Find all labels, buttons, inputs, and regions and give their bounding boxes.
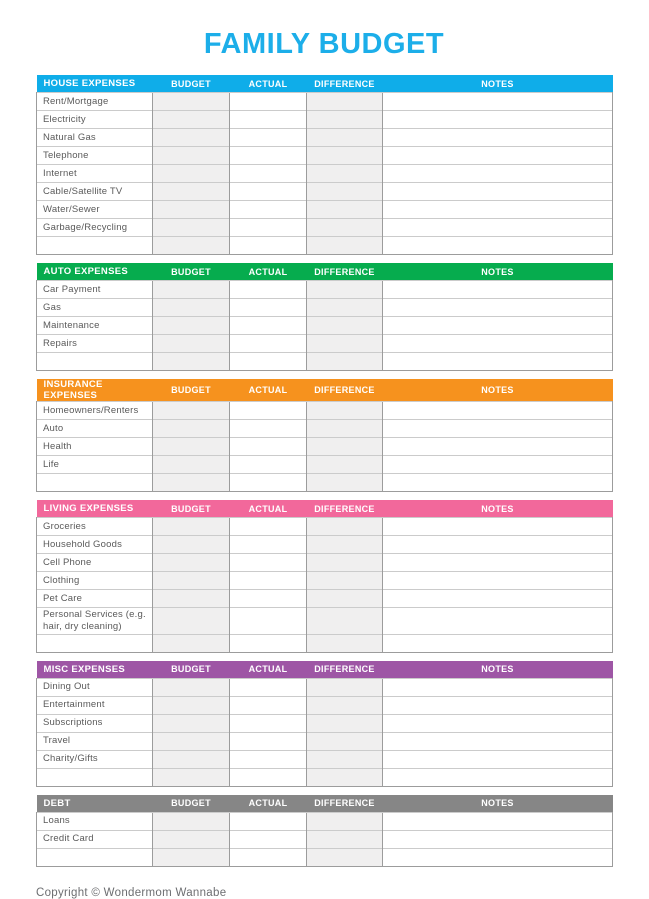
section-header-row [37, 500, 613, 518]
expense-row [37, 299, 613, 317]
row-label [37, 237, 153, 255]
actual-cell [230, 590, 307, 608]
budget-cell [153, 590, 230, 608]
column-header-difference: DIFFERENCE [307, 795, 383, 813]
difference-cell [307, 438, 383, 456]
difference-cell [307, 554, 383, 572]
expense-row [37, 732, 613, 750]
actual-cell [230, 634, 307, 652]
actual-cell [230, 474, 307, 492]
row-label: Household Goods [37, 536, 153, 554]
column-header-actual: ACTUAL [230, 263, 307, 281]
row-label: Maintenance [37, 317, 153, 335]
difference-cell [307, 219, 383, 237]
expense-row [37, 714, 613, 732]
row-label: Auto [37, 420, 153, 438]
difference-cell [307, 634, 383, 652]
notes-cell [383, 201, 613, 219]
actual-cell [230, 147, 307, 165]
difference-cell [307, 317, 383, 335]
column-header-budget: BUDGET [153, 263, 230, 281]
notes-cell [383, 634, 613, 652]
column-header-actual: ACTUAL [230, 661, 307, 679]
notes-cell [383, 812, 613, 830]
difference-cell [307, 165, 383, 183]
notes-cell [383, 536, 613, 554]
column-header-difference: DIFFERENCE [307, 75, 383, 93]
actual-cell [230, 353, 307, 371]
actual-cell [230, 93, 307, 111]
expense-row [37, 219, 613, 237]
column-header-budget: BUDGET [153, 379, 230, 402]
budget-cell [153, 317, 230, 335]
difference-cell [307, 572, 383, 590]
budget-cell [153, 536, 230, 554]
notes-cell [383, 420, 613, 438]
column-header-notes: NOTES [383, 661, 613, 679]
budget-cell [153, 335, 230, 353]
notes-cell [383, 732, 613, 750]
actual-cell [230, 420, 307, 438]
budget-cell [153, 420, 230, 438]
difference-cell [307, 201, 383, 219]
section-table [36, 795, 613, 867]
section-header-row [37, 661, 613, 679]
budget-cell [153, 830, 230, 848]
row-label: Cable/Satellite TV [37, 183, 153, 201]
difference-cell [307, 299, 383, 317]
budget-cell [153, 299, 230, 317]
row-label [37, 848, 153, 866]
notes-cell [383, 678, 613, 696]
notes-cell [383, 438, 613, 456]
notes-cell [383, 768, 613, 786]
expense-row [37, 554, 613, 572]
expense-row [37, 420, 613, 438]
section-title: MISC EXPENSES [37, 661, 153, 679]
row-label: Subscriptions [37, 714, 153, 732]
budget-cell [153, 165, 230, 183]
expense-row [37, 518, 613, 536]
actual-cell [230, 299, 307, 317]
row-label: Clothing [37, 572, 153, 590]
difference-cell [307, 848, 383, 866]
notes-cell [383, 183, 613, 201]
notes-cell [383, 165, 613, 183]
actual-cell [230, 536, 307, 554]
difference-cell [307, 281, 383, 299]
row-label [37, 474, 153, 492]
section-title: AUTO EXPENSES [37, 263, 153, 281]
row-label: Garbage/Recycling [37, 219, 153, 237]
notes-cell [383, 281, 613, 299]
budget-cell [153, 518, 230, 536]
difference-cell [307, 111, 383, 129]
budget-cell [153, 732, 230, 750]
column-header-budget: BUDGET [153, 75, 230, 93]
budget-cell [153, 147, 230, 165]
budget-cell [153, 402, 230, 420]
expense-row [37, 456, 613, 474]
difference-cell [307, 420, 383, 438]
notes-cell [383, 518, 613, 536]
expense-row [37, 768, 613, 786]
expense-row [37, 183, 613, 201]
actual-cell [230, 317, 307, 335]
expense-row [37, 93, 613, 111]
budget-cell [153, 554, 230, 572]
budget-cell [153, 768, 230, 786]
notes-cell [383, 848, 613, 866]
budget-cell [153, 696, 230, 714]
notes-cell [383, 474, 613, 492]
expense-row [37, 608, 613, 635]
budget-cell [153, 714, 230, 732]
section-header-row [37, 75, 613, 93]
difference-cell [307, 474, 383, 492]
actual-cell [230, 768, 307, 786]
section-title: DEBT [37, 795, 153, 813]
row-label: Cell Phone [37, 554, 153, 572]
budget-cell [153, 474, 230, 492]
actual-cell [230, 518, 307, 536]
row-label: Life [37, 456, 153, 474]
expense-row [37, 317, 613, 335]
column-header-notes: NOTES [383, 795, 613, 813]
row-label: Electricity [37, 111, 153, 129]
actual-cell [230, 438, 307, 456]
section-header-row [37, 263, 613, 281]
difference-cell [307, 237, 383, 255]
expense-row [37, 634, 613, 652]
row-label: Travel [37, 732, 153, 750]
difference-cell [307, 714, 383, 732]
expense-row [37, 335, 613, 353]
sections-container [36, 75, 612, 867]
section-table [36, 75, 613, 255]
column-header-budget: BUDGET [153, 795, 230, 813]
expense-row [37, 536, 613, 554]
difference-cell [307, 590, 383, 608]
actual-cell [230, 165, 307, 183]
row-label: Personal Services (e.g. hair, dry cleaning) [37, 608, 153, 635]
expense-row [37, 696, 613, 714]
actual-cell [230, 335, 307, 353]
column-header-difference: DIFFERENCE [307, 263, 383, 281]
actual-cell [230, 572, 307, 590]
expense-row [37, 750, 613, 768]
expense-row [37, 353, 613, 371]
budget-cell [153, 812, 230, 830]
notes-cell [383, 750, 613, 768]
difference-cell [307, 812, 383, 830]
notes-cell [383, 335, 613, 353]
budget-cell [153, 219, 230, 237]
budget-cell [153, 353, 230, 371]
section-table [36, 500, 613, 653]
expense-row [37, 129, 613, 147]
row-label [37, 634, 153, 652]
budget-cell [153, 608, 230, 635]
notes-cell [383, 219, 613, 237]
expense-row [37, 402, 613, 420]
column-header-notes: NOTES [383, 75, 613, 93]
budget-cell [153, 678, 230, 696]
row-label: Car Payment [37, 281, 153, 299]
column-header-budget: BUDGET [153, 500, 230, 518]
actual-cell [230, 678, 307, 696]
expense-row [37, 438, 613, 456]
actual-cell [230, 812, 307, 830]
budget-cell [153, 456, 230, 474]
row-label: Water/Sewer [37, 201, 153, 219]
section-title: INSURANCE EXPENSES [37, 379, 153, 402]
row-label: Rent/Mortgage [37, 93, 153, 111]
difference-cell [307, 129, 383, 147]
row-label: Credit Card [37, 830, 153, 848]
actual-cell [230, 183, 307, 201]
notes-cell [383, 299, 613, 317]
expense-row [37, 848, 613, 866]
row-label: Loans [37, 812, 153, 830]
column-header-difference: DIFFERENCE [307, 661, 383, 679]
row-label: Homeowners/Renters [37, 402, 153, 420]
actual-cell [230, 848, 307, 866]
actual-cell [230, 402, 307, 420]
notes-cell [383, 456, 613, 474]
expense-row [37, 111, 613, 129]
notes-cell [383, 147, 613, 165]
row-label: Natural Gas [37, 129, 153, 147]
difference-cell [307, 608, 383, 635]
budget-cell [153, 438, 230, 456]
row-label [37, 353, 153, 371]
expense-row [37, 281, 613, 299]
row-label: Pet Care [37, 590, 153, 608]
row-label: Health [37, 438, 153, 456]
budget-cell [153, 129, 230, 147]
budget-cell [153, 848, 230, 866]
actual-cell [230, 830, 307, 848]
column-header-actual: ACTUAL [230, 795, 307, 813]
notes-cell [383, 129, 613, 147]
expense-row [37, 678, 613, 696]
actual-cell [230, 732, 307, 750]
expense-row [37, 590, 613, 608]
budget-cell [153, 572, 230, 590]
column-header-budget: BUDGET [153, 661, 230, 679]
section-table [36, 263, 613, 371]
difference-cell [307, 456, 383, 474]
difference-cell [307, 183, 383, 201]
column-header-notes: NOTES [383, 500, 613, 518]
notes-cell [383, 696, 613, 714]
column-header-difference: DIFFERENCE [307, 500, 383, 518]
row-label: Charity/Gifts [37, 750, 153, 768]
difference-cell [307, 696, 383, 714]
section-header-row [37, 379, 613, 402]
difference-cell [307, 768, 383, 786]
expense-row [37, 812, 613, 830]
expense-row [37, 474, 613, 492]
row-label: Telephone [37, 147, 153, 165]
difference-cell [307, 678, 383, 696]
section-header-row [37, 795, 613, 813]
row-label: Gas [37, 299, 153, 317]
row-label [37, 768, 153, 786]
row-label: Internet [37, 165, 153, 183]
notes-cell [383, 590, 613, 608]
difference-cell [307, 518, 383, 536]
notes-cell [383, 111, 613, 129]
difference-cell [307, 402, 383, 420]
section-table [36, 379, 613, 492]
actual-cell [230, 696, 307, 714]
budget-cell [153, 183, 230, 201]
difference-cell [307, 147, 383, 165]
notes-cell [383, 830, 613, 848]
budget-cell [153, 93, 230, 111]
actual-cell [230, 750, 307, 768]
budget-cell [153, 634, 230, 652]
expense-row [37, 147, 613, 165]
notes-cell [383, 402, 613, 420]
notes-cell [383, 93, 613, 111]
actual-cell [230, 201, 307, 219]
budget-cell [153, 111, 230, 129]
notes-cell [383, 353, 613, 371]
difference-cell [307, 830, 383, 848]
page-title: FAMILY BUDGET [203, 28, 445, 60]
expense-row [37, 165, 613, 183]
notes-cell [383, 554, 613, 572]
actual-cell [230, 219, 307, 237]
row-label: Dining Out [37, 678, 153, 696]
difference-cell [307, 536, 383, 554]
row-label: Groceries [37, 518, 153, 536]
actual-cell [230, 456, 307, 474]
budget-cell [153, 237, 230, 255]
column-header-actual: ACTUAL [230, 500, 307, 518]
budget-cell [153, 201, 230, 219]
column-header-actual: ACTUAL [230, 379, 307, 402]
actual-cell [230, 608, 307, 635]
actual-cell [230, 111, 307, 129]
budget-cell [153, 281, 230, 299]
section-title: HOUSE EXPENSES [37, 75, 153, 93]
expense-row [37, 201, 613, 219]
notes-cell [383, 572, 613, 590]
row-label: Repairs [37, 335, 153, 353]
column-header-notes: NOTES [383, 263, 613, 281]
notes-cell [383, 608, 613, 635]
section-table [36, 661, 613, 787]
expense-row [37, 237, 613, 255]
difference-cell [307, 353, 383, 371]
row-label: Entertainment [37, 696, 153, 714]
actual-cell [230, 237, 307, 255]
notes-cell [383, 317, 613, 335]
difference-cell [307, 750, 383, 768]
difference-cell [307, 93, 383, 111]
column-header-notes: NOTES [383, 379, 613, 402]
expense-row [37, 830, 613, 848]
actual-cell [230, 129, 307, 147]
actual-cell [230, 554, 307, 572]
notes-cell [383, 237, 613, 255]
difference-cell [307, 335, 383, 353]
copyright-text: Copyright © Wondermom Wannabe [36, 886, 227, 899]
actual-cell [230, 714, 307, 732]
expense-row [37, 572, 613, 590]
column-header-actual: ACTUAL [230, 75, 307, 93]
column-header-difference: DIFFERENCE [307, 379, 383, 402]
section-title: LIVING EXPENSES [37, 500, 153, 518]
difference-cell [307, 732, 383, 750]
budget-cell [153, 750, 230, 768]
notes-cell [383, 714, 613, 732]
actual-cell [230, 281, 307, 299]
